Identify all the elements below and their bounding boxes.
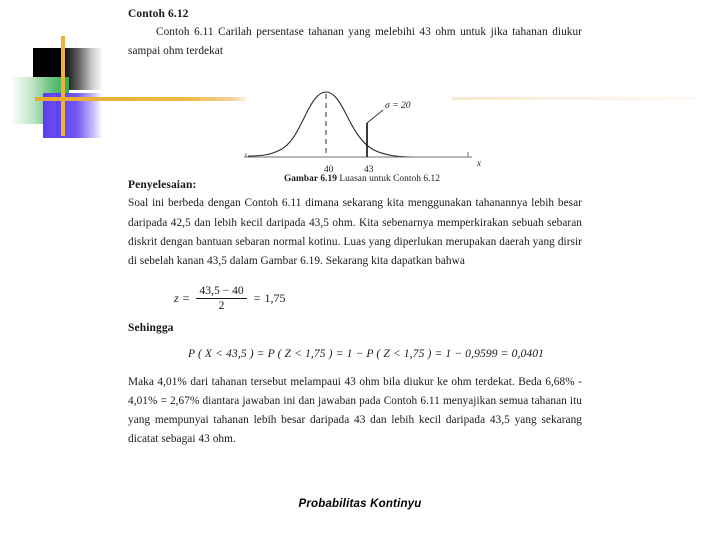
formula-z-equals-2: = — [253, 290, 261, 305]
formula-probability — [128, 347, 582, 360]
formula-z-denominator: 2 — [218, 298, 225, 312]
figure-caption — [236, 174, 488, 184]
bell-curve-path — [248, 92, 468, 157]
normal-curve-figure — [236, 82, 488, 196]
solution-heading: Penyelesaian: — [128, 179, 197, 192]
formula-z-result: 1,75 — [264, 290, 286, 305]
figure-caption-number: Gambar 6.19 — [283, 174, 337, 184]
problem-statement: Contoh 6.11 Carilah persentase tahanan yang melebihi 43 ohm untuk jika tahanan diukur sampai ohm terdekat — [128, 26, 582, 58]
formula-z-fraction — [196, 284, 246, 312]
tick-label-cutoff: 43 — [364, 165, 374, 175]
formula-z-lhs: z — [174, 290, 179, 305]
sigma-leader-line — [367, 110, 383, 123]
formula-probability-text: P ( X < 43,5 ) = P ( Z < 1,75 ) = 1 − P ( Z < 1,75 ) = 1 − 0,9599 = 0,0401 — [188, 346, 545, 360]
deco-vertical-rule — [61, 36, 65, 136]
tick-label-mean: 40 — [324, 165, 334, 175]
sigma-annotation: σ = 20 — [385, 100, 411, 111]
sehingga-label: Sehingga — [128, 321, 174, 334]
solution-paragraph: Soal ini berbeda dengan Contoh 6.11 dimana sekarang kita menggunakan tahanannya lebih besar daripada 42,5 dan lebih kecil daripada 43,5 ohm. Kita sebenarnya memperkirakan sebuah sebaran diskrit dengan bantuan sebaran normal kotinu. Luas yang diperlukan merupakan daerah yang dirsir di sebelah kanan 43,5 dalam Gambar 6.19. Sekarang kita dapatkan bahwa — [128, 197, 582, 268]
normal-curve-svg — [236, 82, 488, 174]
slide-body — [128, 8, 582, 450]
formula-z-numerator: 43,5 − 40 — [199, 284, 244, 298]
page-title: Contoh 6.12 — [128, 8, 189, 20]
axis-label-x: x — [477, 158, 481, 168]
formula-z-equals: = — [182, 290, 190, 305]
conclusion-paragraph: Maka 4,01% dari tahanan tersebut melampaui 43 ohm bila diukur ke ohm terdekat. Beda 6,68% - 4,01% = 2,67% diantara jawaban ini dan jawaban pada Contoh 6.11 menyajikan semua tahanan itu yang mempunyai tahanan lebih besar daripada 43 dan lebih kecil daripada 43,5 yang sekarang dicatat sebagai 43 ohm. — [128, 375, 582, 446]
formula-z — [128, 284, 582, 312]
slide-footer: Probabilitas Kontinyu — [298, 498, 422, 510]
figure-caption-text: Luasan untuk Contoh 6.12 — [336, 174, 441, 184]
